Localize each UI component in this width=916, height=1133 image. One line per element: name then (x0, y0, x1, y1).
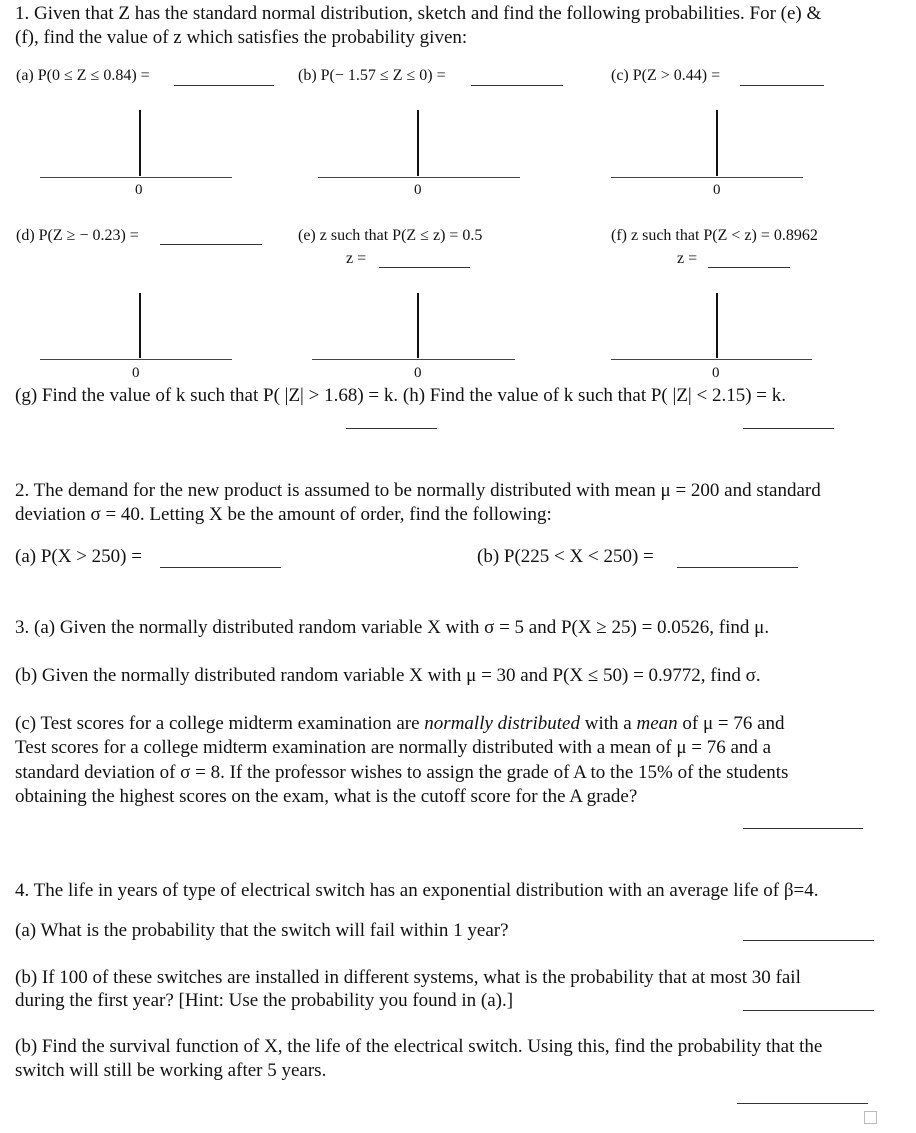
q1f-label: (f) z such that P(Z < z) = 0.8962 (611, 227, 818, 244)
q3c-line1 (15, 714, 785, 733)
q1gh-text: (g) Find the value of k such that P( |Z| > 1.68) = k. (h) Find the value of k such that P( |Z| < 2.15) = k. (15, 385, 786, 406)
corner-checkbox[interactable] (864, 1111, 877, 1124)
q4a-answer-blank[interactable] (743, 940, 874, 941)
q1e-label: (e) z such that P(Z ≤ z) = 0.5 (298, 227, 483, 244)
q4c-line2: switch will still be working after 5 years. (15, 1060, 327, 1081)
q4c-line1: (b) Find the survival function of X, the life of the electrical switch. Using this, find the probability that the (15, 1036, 823, 1057)
q1g-answer-blank[interactable] (346, 428, 437, 429)
q1a-axis-zero: 0 (135, 182, 143, 198)
q1e-answer-blank[interactable] (379, 267, 470, 268)
q1c-axis-zero: 0 (713, 182, 721, 198)
q1a-axis (40, 177, 232, 178)
q1b-axis-zero: 0 (414, 182, 422, 198)
q2-line1: 2. The demand for the new product is assumed to be normally distributed with mean μ = 200 and standard (15, 480, 821, 501)
q2-line2: deviation σ = 40. Letting X be the amount of order, find the following: (15, 504, 552, 525)
q3c-line4: obtaining the highest scores on the exam, what is the cutoff score for the A grade? (15, 786, 638, 807)
q3a-text: 3. (a) Given the normally distributed random variable X with σ = 5 and P(X ≥ 25) = 0.0526, find μ. (15, 617, 770, 638)
q1d-answer-blank[interactable] (160, 244, 262, 245)
q1e-center-line (417, 293, 419, 358)
q1b-label: (b) P(− 1.57 ≤ Z ≤ 0) = (298, 67, 446, 84)
q1b-answer-blank[interactable] (471, 85, 563, 86)
q1c-center-line (716, 110, 718, 176)
q3c-line1-post: of μ = 76 and (677, 713, 785, 734)
q1a-center-line (139, 110, 141, 176)
q3c-answer-blank[interactable] (743, 828, 863, 829)
q1f-answer-blank[interactable] (708, 267, 790, 268)
q3c-line2: Test scores for a college midterm examination are normally distributed with a mean of μ = 76 and a (15, 737, 772, 758)
q1d-label: (d) P(Z ≥ − 0.23) = (16, 227, 139, 244)
q4c-answer-blank[interactable] (737, 1103, 868, 1104)
q4b-line1: (b) If 100 of these switches are installed in different systems, what is the probability that at most 30 fail (15, 967, 801, 988)
q2a-label: (a) P(X > 250) = (15, 546, 142, 567)
q4b-answer-blank[interactable] (743, 1010, 874, 1011)
q4b-line2: during the first year? [Hint: Use the probability you found in (a).] (15, 990, 514, 1011)
q1-intro-line1: 1. Given that Z has the standard normal distribution, sketch and find the following probabilities. For (e) & (15, 3, 822, 24)
q1d-center-line (139, 293, 141, 358)
q1f-center-line (716, 293, 718, 358)
q1a-answer-blank[interactable] (174, 85, 274, 86)
q3c-line1-pre: (c) Test scores for a college midterm examination are (15, 713, 425, 734)
q3c-mean: mean (636, 713, 678, 734)
q1d-axis (40, 359, 232, 360)
q3c-line3: standard deviation of σ = 8. If the professor wishes to assign the grade of A to the 15% of the students (15, 762, 789, 783)
q1c-answer-blank[interactable] (740, 85, 824, 86)
q1f-z-label: z = (677, 250, 698, 267)
q1f-axis-zero: 0 (712, 365, 720, 381)
q1b-center-line (417, 110, 419, 176)
q1c-axis (611, 177, 803, 178)
q1b-axis (318, 177, 520, 178)
q3c-normally-distributed: normally distributed (424, 713, 580, 734)
q3c-line1-mid: with a (580, 713, 637, 734)
q1-intro-line2: (f), find the value of z which satisfies the probability given: (15, 27, 468, 48)
q4-intro: 4. The life in years of type of electrical switch has an exponential distribution with an average life of β=4. (15, 880, 819, 901)
q3b-text: (b) Given the normally distributed random variable X with μ = 30 and P(X ≤ 50) = 0.9772, find σ. (15, 665, 761, 686)
q1d-axis-zero: 0 (132, 365, 140, 381)
q1f-axis (611, 359, 812, 360)
q1h-answer-blank[interactable] (743, 428, 834, 429)
q2b-answer-blank[interactable] (677, 567, 798, 568)
q4a-text: (a) What is the probability that the switch will fail within 1 year? (15, 920, 509, 941)
q1c-label: (c) P(Z > 0.44) = (611, 67, 721, 84)
q1e-z-label: z = (346, 250, 367, 267)
q2a-answer-blank[interactable] (160, 567, 281, 568)
q1e-axis-zero: 0 (414, 365, 422, 381)
q1e-axis (312, 359, 515, 360)
q1a-label: (a) P(0 ≤ Z ≤ 0.84) = (16, 67, 150, 84)
q2b-label: (b) P(225 < X < 250) = (477, 546, 654, 567)
